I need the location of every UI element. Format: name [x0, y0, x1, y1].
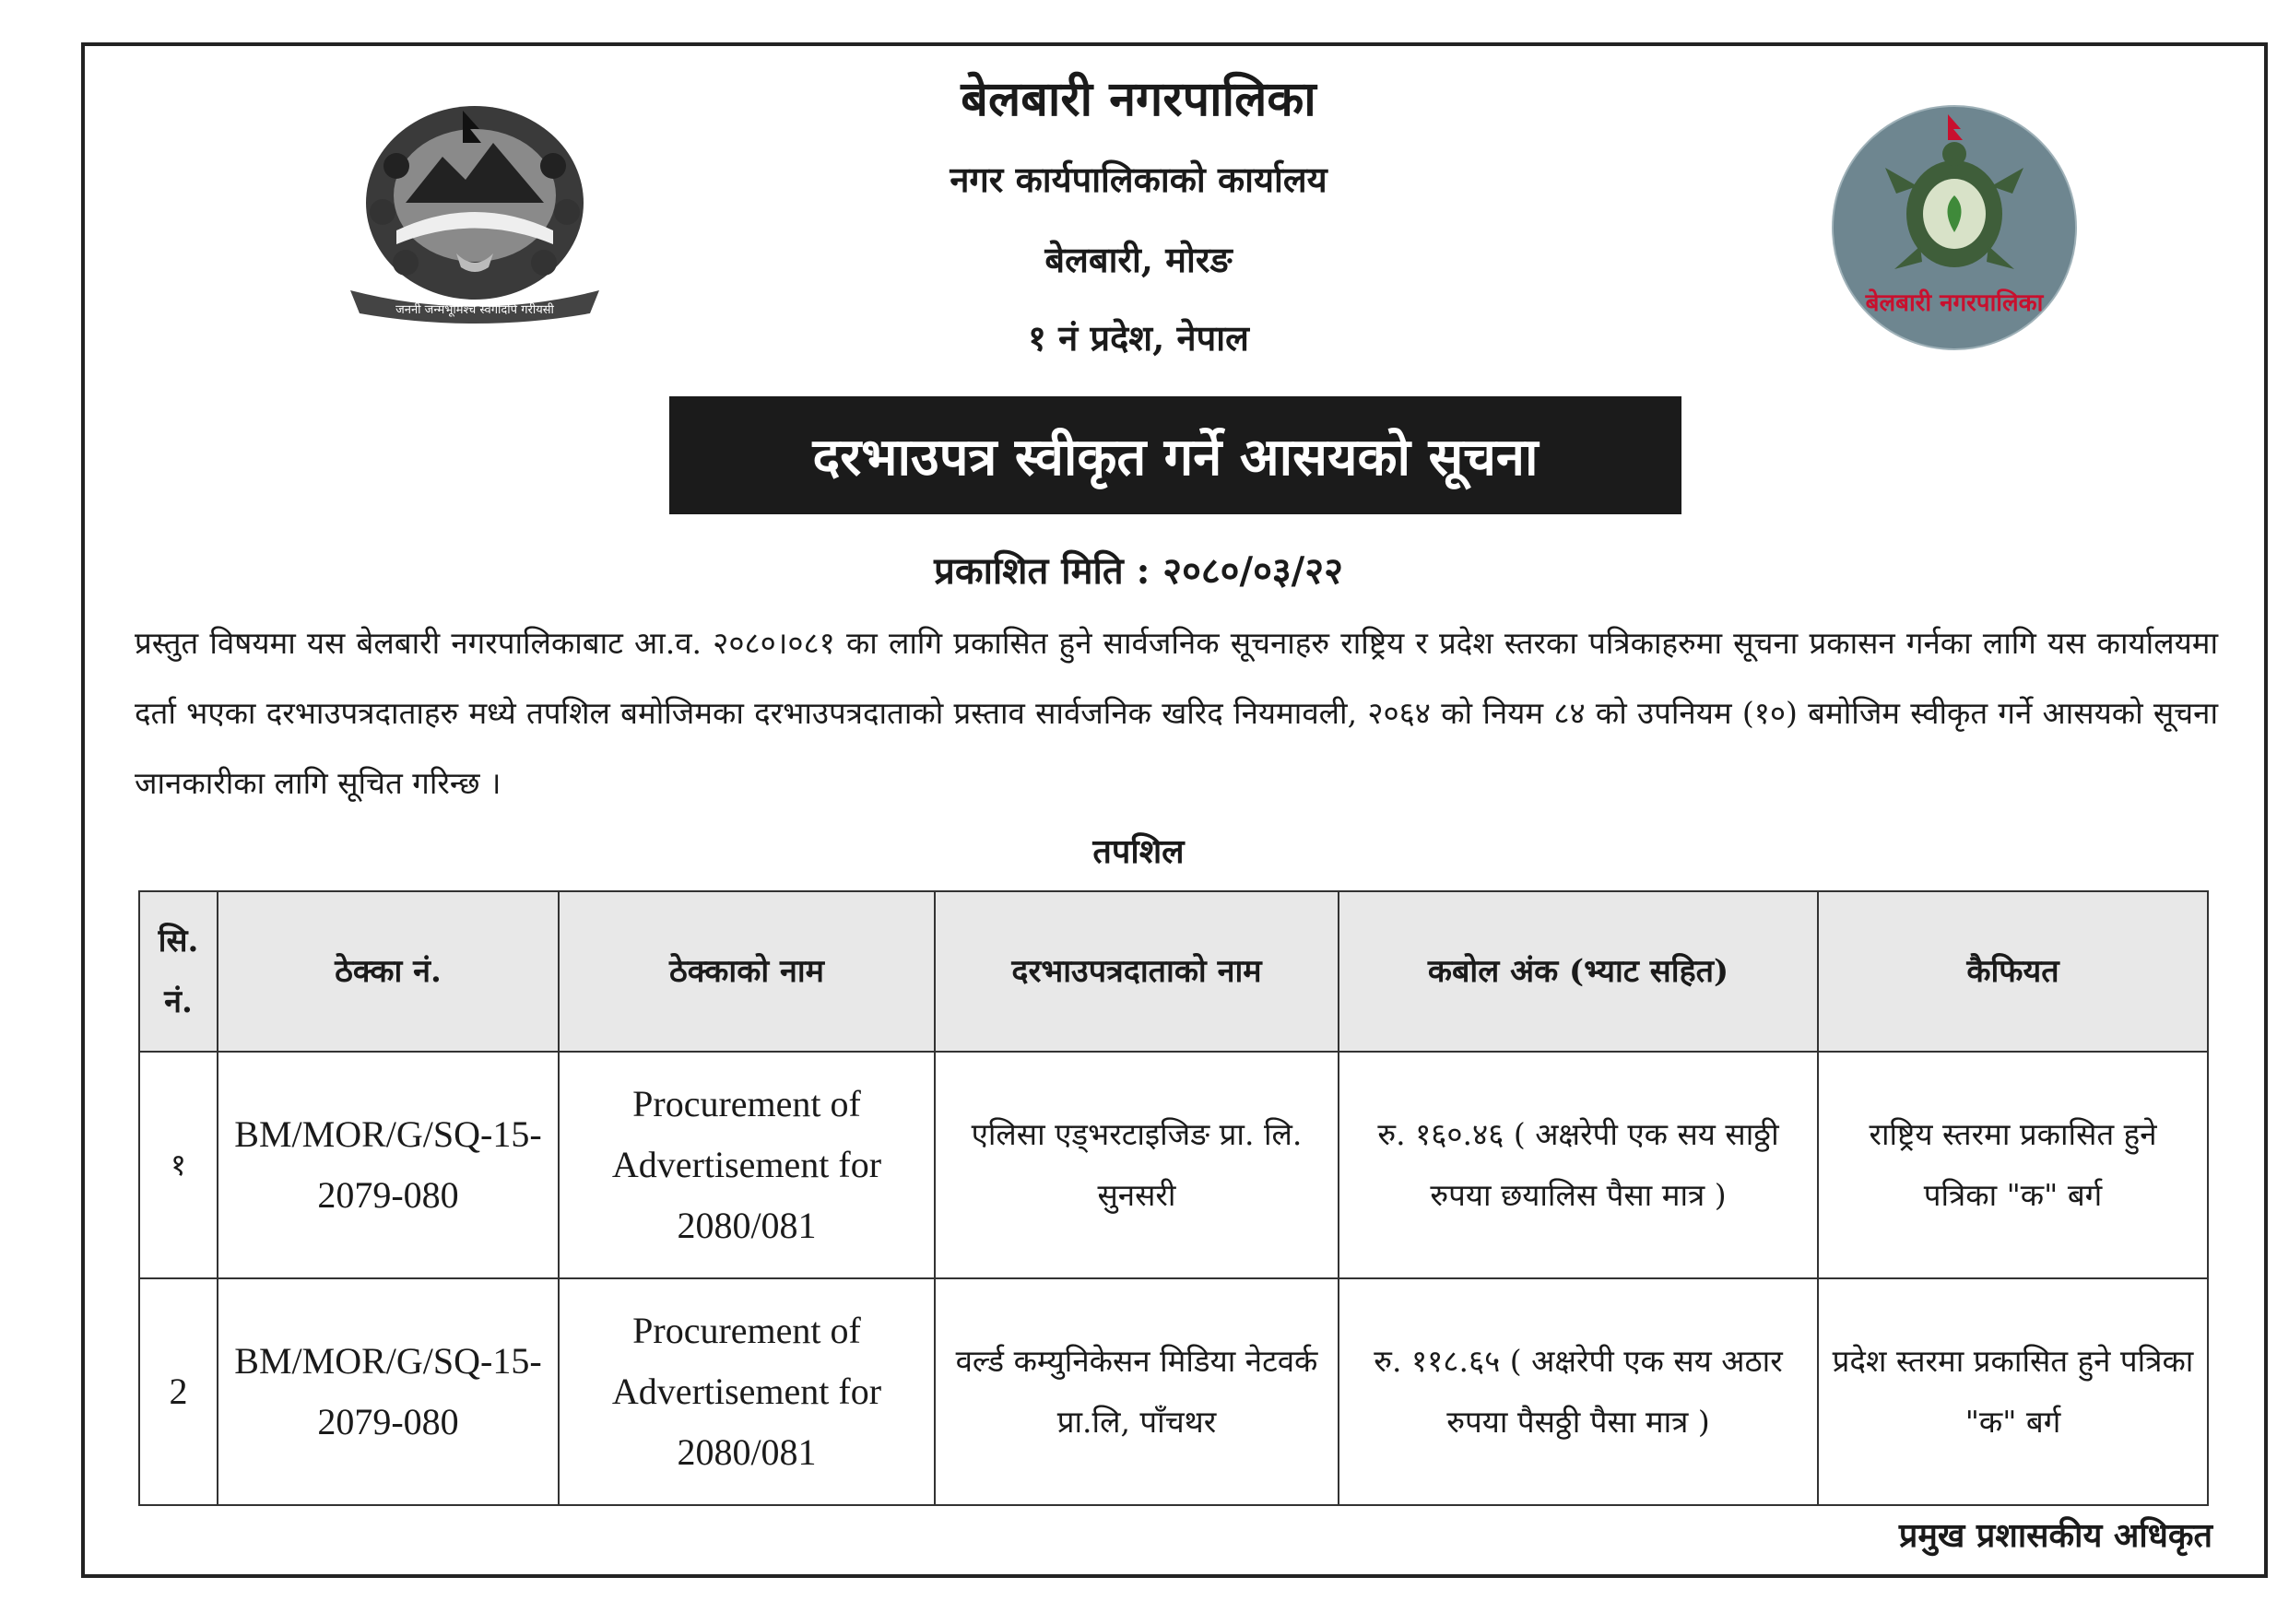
cell-amount: रु. १६०.४६ ( अक्षरेपी एक सय साठ्ठी रुपया छयालिस पैसा मात्र ): [1339, 1052, 1818, 1278]
svg-text:जननी जन्मभूमिश्च स्वर्गादपि गर: जननी जन्मभूमिश्च स्वर्गादपि गरीयसी: [395, 303, 554, 317]
table-row: [139, 1278, 2208, 1505]
header-contract-name: ठेक्काको नाम: [559, 891, 935, 1052]
office-name: बेलबारी नगरपालिका: [961, 71, 1316, 127]
cell-serial: १: [139, 1052, 218, 1278]
table-header-row: [139, 891, 2208, 1052]
cell-remarks: प्रदेश स्तरमा प्रकासित हुने पत्रिका "क" बर्ग: [1818, 1278, 2208, 1505]
cell-contract-no: BM/MOR/G/SQ-15-2079-080: [218, 1278, 559, 1505]
signatory: प्रमुख प्रशासकीय अधिकृत: [1898, 1516, 2212, 1555]
office-subtitle: नगर कार्यपालिकाको कार्यालय: [950, 159, 1327, 200]
notice-body: प्रस्तुत विषयमा यस बेलबारी नगरपालिकाबाट आ.व. २०८०।०८१ का लागि प्रकासित हुने सार्वजनिक सूचनाहरु राष्ट्रिय र प्रदेश स्तरका पत्रिकाहरुमा सूचना प्रकासन गर्नका लागि यस कार्यालयमा दर्ता भएका दरभाउपत्रदाताहरु मध्ये तपशिल बमोजिमका दरभाउपत्रदाताको प्रस्ताव सार्वजनिक खरिद नियमावली, २०६४ को नियम ८४ को उपनियम (१०) बमोजिम स्वीकृत गर्ने आसयको सूचना जानकारीका लागि सूचित गरिन्छ ।: [135, 625, 2218, 801]
office-location: बेलबारी, मोरङ: [1044, 239, 1233, 280]
header-bidder: दरभाउपत्रदाताको नाम: [935, 891, 1339, 1052]
office-province: १ नं प्रदेश, नेपाल: [1028, 317, 1249, 359]
cell-contract-name: Procurement of Advertisement for 2080/081: [559, 1278, 935, 1505]
header-contract-no: ठेक्का नं.: [218, 891, 559, 1052]
cell-bidder: एलिसा एड्भरटाइजिङ प्रा. लि. सुनसरी: [935, 1052, 1339, 1278]
details-heading: तपशिल: [1092, 832, 1185, 871]
cell-bidder: वर्ल्ड कम्युनिकेसन मिडिया नेटवर्क प्रा.लि, पाँचथर: [935, 1278, 1339, 1505]
header-serial: सि. नं.: [139, 891, 218, 1052]
cell-contract-no: BM/MOR/G/SQ-15-2079-080: [218, 1052, 559, 1278]
header-remarks: कैफियत: [1818, 891, 2208, 1052]
header-amount: कबोल अंक (भ्याट सहित): [1339, 891, 1818, 1052]
notice-title: दरभाउपत्र स्वीकृत गर्ने आसयको सूचना: [669, 396, 1681, 514]
cell-contract-name: Procurement of Advertisement for 2080/081: [559, 1052, 935, 1278]
cell-remarks: राष्ट्रिय स्तरमा प्रकासित हुने पत्रिका "क" बर्ग: [1818, 1052, 2208, 1278]
published-date: प्रकाशित मिति : २०८०/०३/२२: [934, 549, 1343, 593]
table-row: [139, 1052, 2208, 1278]
cell-amount: रु. ११८.६५ ( अक्षरेपी एक सय अठार रुपया पैसठ्ठी पैसा मात्र ): [1339, 1278, 1818, 1505]
svg-text:बेलबारी नगरपालिका: बेलबारी नगरपालिका: [1865, 289, 2044, 317]
bid-details-table: [138, 890, 2209, 1506]
cell-serial: 2: [139, 1278, 218, 1505]
